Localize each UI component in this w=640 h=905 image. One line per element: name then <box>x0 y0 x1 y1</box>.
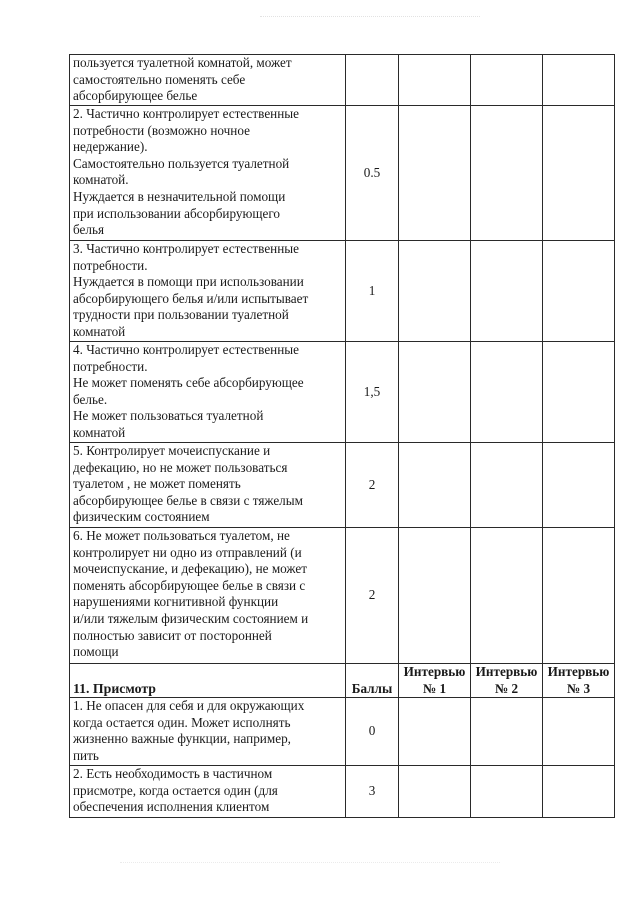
table-row <box>70 528 615 664</box>
interview-3-cell[interactable] <box>543 528 615 664</box>
criterion-text: 2. Есть необходимость в частичном присмотре, когда остается один (для обеспечения исполнения клиентом <box>70 766 346 818</box>
interview-1-cell[interactable] <box>399 766 471 818</box>
table-row <box>70 698 615 766</box>
criterion-text: 5. Контролирует мочеиспускание и дефекацию, но не может пользоваться туалетом , не может поменять абсорбирующее белье в связи с тяжелым физическим состоянием <box>70 443 346 528</box>
score-cell: 2 <box>346 528 399 664</box>
interview-1-cell[interactable] <box>399 443 471 528</box>
interview-1-cell[interactable] <box>399 55 471 106</box>
interview-1-cell[interactable] <box>399 342 471 443</box>
interview-2-cell[interactable] <box>471 342 543 443</box>
interview-3-cell[interactable] <box>543 766 615 818</box>
interview-1-cell[interactable] <box>399 528 471 664</box>
interview-3-cell[interactable] <box>543 443 615 528</box>
score-column-header: Баллы <box>346 664 399 698</box>
table-row <box>70 241 615 342</box>
score-cell <box>346 55 399 106</box>
interview-3-cell[interactable] <box>543 106 615 241</box>
interview-1-header: Интервью № 1 <box>399 664 471 698</box>
interview-2-cell[interactable] <box>471 241 543 342</box>
table-row <box>70 55 615 106</box>
table-row <box>70 106 615 241</box>
scan-artifact-bottom <box>120 862 500 865</box>
criterion-text: 1. Не опасен для себя и для окружающих когда остается один. Может исполнять жизненно важные функции, например, пить <box>70 698 346 766</box>
criterion-text: 4. Частично контролирует естественные потребности. Не может поменять себе абсорбирующее белье. Не может пользоваться туалетной комнатой <box>70 342 346 443</box>
interview-2-cell[interactable] <box>471 106 543 241</box>
section-title: 11. Присмотр <box>70 664 346 698</box>
interview-3-header: Интервью № 3 <box>543 664 615 698</box>
table-row <box>70 443 615 528</box>
interview-2-cell[interactable] <box>471 766 543 818</box>
criterion-text: 2. Частично контролирует естественные потребности (возможно ночное недержание). Самостоятельно пользуется туалетной комнатой. Нуждается в незначительной помощи при использовании абсорбирующего белья <box>70 106 346 241</box>
score-cell: 2 <box>346 443 399 528</box>
criterion-text: 6. Не может пользоваться туалетом, не контролирует ни одно из отправлений (и мочеиспускание, и дефекацию), не может поменять абсорбирующее белье в связи с нарушениями когнитивной функции и/или тяжелым физическим состоянием и полностью зависит от посторонней помощи <box>70 528 346 664</box>
interview-2-cell[interactable] <box>471 443 543 528</box>
table-row <box>70 342 615 443</box>
interview-1-cell[interactable] <box>399 241 471 342</box>
interview-2-cell[interactable] <box>471 55 543 106</box>
interview-2-cell[interactable] <box>471 698 543 766</box>
interview-2-cell[interactable] <box>471 528 543 664</box>
score-cell: 0 <box>346 698 399 766</box>
score-cell: 1,5 <box>346 342 399 443</box>
interview-3-cell[interactable] <box>543 342 615 443</box>
assessment-table <box>69 54 615 818</box>
interview-1-cell[interactable] <box>399 698 471 766</box>
interview-3-cell[interactable] <box>543 698 615 766</box>
score-cell: 1 <box>346 241 399 342</box>
section-header-row <box>70 664 615 698</box>
table-row <box>70 766 615 818</box>
interview-3-cell[interactable] <box>543 241 615 342</box>
score-cell: 0.5 <box>346 106 399 241</box>
criterion-text: пользуется туалетной комнатой, может самостоятельно поменять себе абсорбирующее белье <box>70 55 346 106</box>
score-cell: 3 <box>346 766 399 818</box>
interview-1-cell[interactable] <box>399 106 471 241</box>
interview-3-cell[interactable] <box>543 55 615 106</box>
interview-2-header: Интервью № 2 <box>471 664 543 698</box>
criterion-text: 3. Частично контролирует естественные потребности. Нуждается в помощи при использовании абсорбирующего белья и/или испытывает трудности при пользовании туалетной комнатой <box>70 241 346 342</box>
scan-artifact-top <box>260 16 480 19</box>
